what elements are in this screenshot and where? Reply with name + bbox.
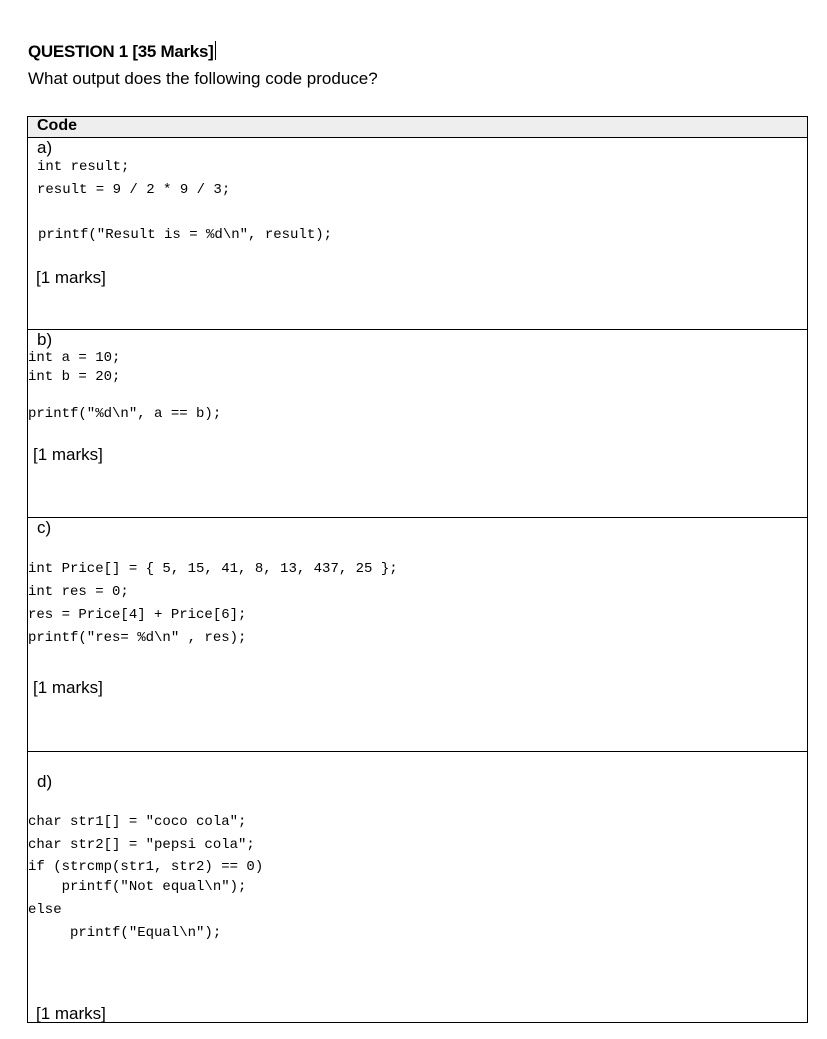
code-line: if (strcmp(str1, str2) == 0)	[28, 859, 264, 875]
code-line: int Price[] = { 5, 15, 41, 8, 13, 437, 25 };	[28, 561, 398, 577]
section-a	[28, 138, 807, 330]
code-line: result = 9 / 2 * 9 / 3;	[37, 182, 231, 198]
code-line: int b = 20;	[28, 369, 121, 385]
question-heading	[28, 41, 216, 62]
section-c-marks: [1 marks]	[33, 678, 103, 697]
code-line: printf("Not equal\n");	[28, 879, 247, 895]
code-line: else	[28, 902, 62, 918]
section-b-label: b)	[37, 330, 53, 349]
section-c-label: c)	[37, 518, 52, 537]
text-cursor	[215, 41, 216, 60]
code-line: printf("Result is = %d\n", result);	[38, 227, 333, 243]
code-table	[27, 116, 808, 1023]
table-header-label: Code	[37, 117, 77, 134]
code-line: printf("res= %d\n" , res);	[28, 630, 247, 646]
question-text: What output does the following code produce?	[28, 69, 378, 88]
code-line: char str2[] = "pepsi cola";	[28, 837, 255, 853]
section-b-marks: [1 marks]	[33, 445, 103, 464]
question-heading-text: QUESTION 1 [35 Marks]	[28, 42, 214, 61]
code-line: int res = 0;	[28, 584, 129, 600]
section-a-label: a)	[37, 138, 53, 157]
code-line: int a = 10;	[28, 350, 121, 366]
section-d-marks: [1 marks]	[36, 1004, 106, 1023]
code-line: res = Price[4] + Price[6];	[28, 607, 247, 623]
code-line: printf("Equal\n");	[28, 925, 222, 941]
code-line: int result;	[37, 159, 130, 175]
section-c	[28, 518, 807, 752]
section-a-marks: [1 marks]	[36, 268, 106, 287]
code-line: printf("%d\n", a == b);	[28, 406, 222, 422]
table-header	[28, 117, 807, 138]
code-line: char str1[] = "coco cola";	[28, 814, 247, 830]
section-d	[28, 752, 807, 1022]
section-b	[28, 330, 807, 518]
section-d-label: d)	[37, 772, 53, 791]
